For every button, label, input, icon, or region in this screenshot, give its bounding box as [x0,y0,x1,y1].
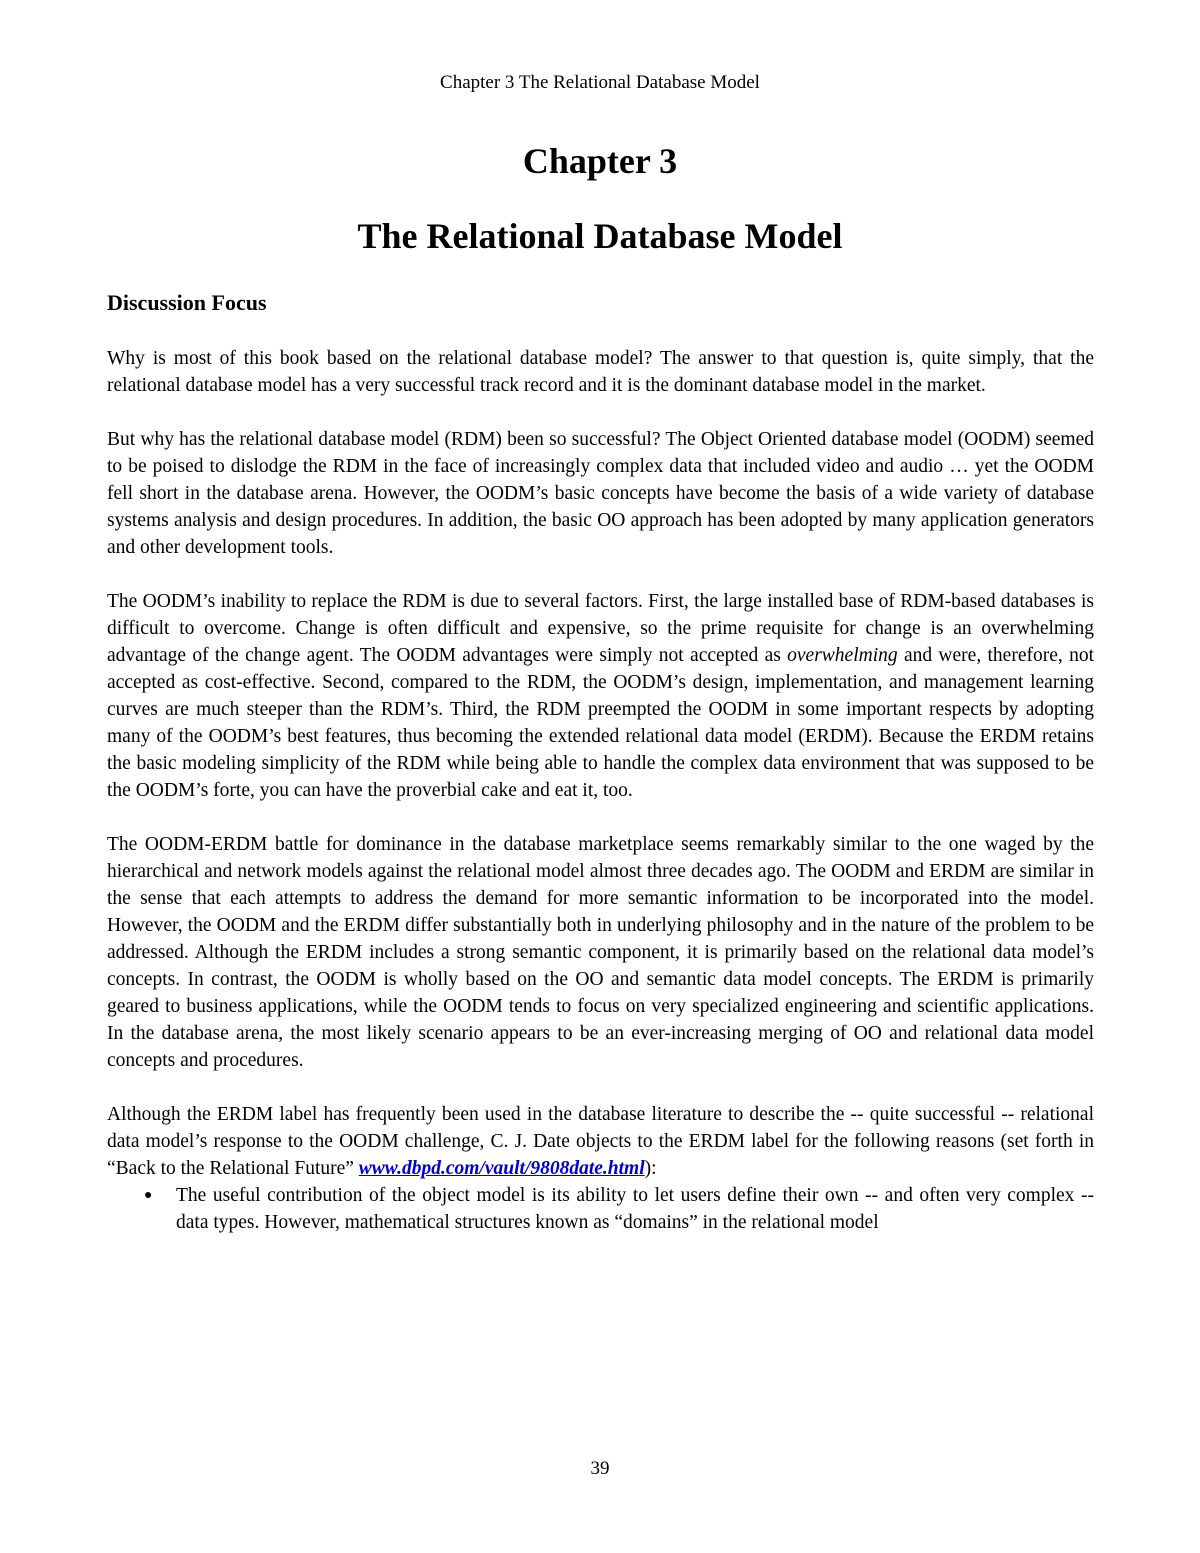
paragraph-4: The OODM-ERDM battle for dominance in the database marketplace seems remarkably similar to the one waged by the hierarchical and network models against the relational model almost three decades ago. The OODM and ERDM are similar in the sense that each attempts to address the demand for more semantic information to be incorporated into the model. However, the OODM and the ERDM differ substantially both in underlying philosophy and in the nature of the problem to be addressed. Although the ERDM includes a strong semantic component, it is primarily based on the relational data model’s concepts. In contrast, the OODM is wholly based on the OO and semantic data model concepts. The ERDM is primarily geared to business applications, while the OODM tends to focus on very specialized engineering and scientific applications. In the database arena, the most likely scenario appears to be an ever-increasing merging of OO and relational data model concepts and procedures. [107,834,1094,1071]
paragraph-5-text-a: Although the ERDM label has frequently been used in the database literature to describe the -- quite successful -- relational data model’s response to the OODM challenge, C. J. Date objects to the ERDM label for the following reasons (set forth in “Back to the Relational Future” [107,1104,1094,1179]
paragraph-2: But why has the relational database model (RDM) been so successful? The Object Oriented database model (OODM) seemed to be poised to dislodge the RDM in the face of increasingly complex data that included video and audio … yet the OODM fell short in the database arena. However, the OODM’s basic concepts have become the basis of a wide variety of database systems analysis and design procedures. In addition, the basic OO approach has been adopted by many application generators and other development tools. [107,429,1094,558]
chapter-number: Chapter 3 [522,141,678,181]
paragraph-1: Why is most of this book based on the relational database model? The answer to that question is, quite simply, that the relational database model has a very successful track record and it is the dominant database model in the market. [107,348,1094,396]
paragraph-5-text-b: ): [644,1158,657,1179]
paragraph-3-text-a: The OODM’s inability to replace the RDM is due to several factors. First, the large installed base of RDM-based databases is difficult to overcome. Change is often difficult and expensive, so the prime requisite for change is an overwhelming advantage of the change agent. The OODM advantages were simply not accepted as [107,591,1094,666]
page-number: 39 [590,1458,610,1479]
emphasized-word: overwhelming [787,645,898,666]
chapter-title: The Relational Database Model [357,216,843,256]
paragraph-5 [107,1101,1094,1182]
paragraph-3-text-b: and were, therefore, not accepted as cost-effective. Second, compared to the RDM, the OODM’s design, implementation, and management learning curves are much steeper than the RDM’s. Third, the RDM preempted the OODM in some important respects by adopting many of the OODM’s best features, thus becoming the extended relational data model (ERDM). Because the ERDM retains the basic modeling simplicity of the RDM while being able to handle the complex data environment that was supposed to be the OODM’s forte, you can have the proverbial cake and eat it, too. [107,645,1094,801]
running-header: Chapter 3 The Relational Database Model [440,72,760,93]
bullet-icon: ● [144,1188,153,1203]
reference-link[interactable]: www.dbpd.com/vault/9808date.html [358,1158,645,1179]
paragraph-3 [107,588,1094,804]
section-heading: Discussion Focus [107,290,267,315]
bullet-list [107,1182,1094,1236]
body-content [107,288,1094,1236]
bullet-item [144,1182,1094,1236]
bullet-text: The useful contribution of the object model is its ability to let users define their own -- and often very complex -- data types. However, mathematical structures known as “domains” in the relational model [176,1185,1094,1233]
